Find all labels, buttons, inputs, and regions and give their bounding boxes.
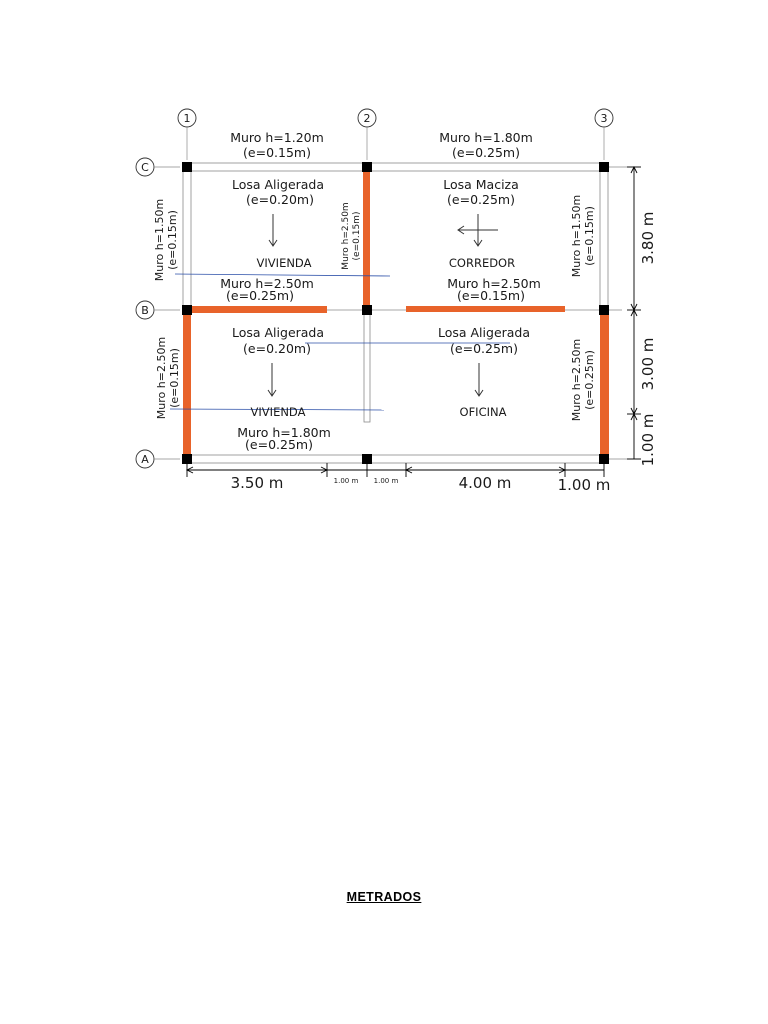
room-bottom-left-name: VIVIENDA	[250, 405, 306, 419]
wall-mid-lower	[364, 310, 370, 422]
room-top-right-thickness: (e=0.25m)	[447, 192, 515, 207]
room-bottom-right-name: OFICINA	[459, 405, 507, 419]
room-top-left-name: VIVIENDA	[256, 256, 312, 270]
column-c1	[182, 162, 192, 172]
dim-v-3-80: 3.80 m	[639, 211, 657, 265]
section-title: METRADOS	[346, 890, 422, 904]
wall-mid-upper	[363, 167, 370, 310]
wall-top-left	[187, 163, 367, 171]
axis-label-3: 3	[600, 112, 608, 125]
svg-text:(e=0.15m): (e=0.15m)	[352, 211, 362, 261]
column-a2	[362, 454, 372, 464]
arrow-down-icon	[475, 363, 483, 396]
middle-left-wall-height: Muro h=2.50m	[220, 276, 314, 291]
svg-text:(e=0.25m): (e=0.25m)	[583, 350, 596, 410]
svg-text:Muro h=2.50m: Muro h=2.50m	[341, 202, 351, 270]
column-c2	[362, 162, 372, 172]
wall-middle-right	[406, 306, 565, 312]
room-bottom-right-thickness: (e=0.25m)	[450, 341, 518, 356]
room-bottom-left-thickness: (e=0.20m)	[243, 341, 311, 356]
svg-text:(e=0.15m): (e=0.15m)	[166, 210, 179, 270]
right-upper-wall-label	[570, 195, 596, 277]
column-b3	[599, 305, 609, 315]
svg-text:Muro h=1.50m: Muro h=1.50m	[570, 194, 583, 278]
dim-v-3-00: 3.00 m	[639, 337, 657, 391]
right-lower-wall-label	[570, 339, 596, 421]
wall-left-lower	[183, 310, 191, 455]
dim-h-4-00: 4.00 m	[458, 474, 512, 492]
left-lower-wall-label	[155, 337, 181, 419]
top-right-wall-height: Muro h=1.80m	[439, 130, 533, 145]
column-b1	[182, 305, 192, 315]
svg-text:(e=0.15m): (e=0.15m)	[583, 206, 596, 266]
wall-bottom	[187, 455, 604, 463]
room-top-left-thickness: (e=0.20m)	[246, 192, 314, 207]
dim-h-1-00-c: 1.00 m	[557, 476, 611, 494]
svg-text:Muro h=1.50m: Muro h=1.50m	[153, 198, 166, 282]
top-left-wall-height: Muro h=1.20m	[230, 130, 324, 145]
axis-label-b: B	[141, 304, 149, 317]
axis-label-c: C	[141, 161, 149, 174]
svg-text:Muro h=2.50m: Muro h=2.50m	[570, 338, 583, 422]
two-way-arrow-icon	[458, 214, 498, 246]
top-right-wall-thickness: (e=0.25m)	[452, 145, 520, 160]
svg-text:Muro h=2.50m: Muro h=2.50m	[155, 336, 168, 420]
arrow-down-icon	[269, 214, 277, 246]
axis-label-a: A	[141, 453, 149, 466]
wall-top-right	[367, 163, 604, 171]
dim-v-1-00: 1.00 m	[639, 413, 657, 467]
top-left-wall-thickness: (e=0.15m)	[243, 145, 311, 160]
wall-middle-left	[187, 306, 327, 313]
svg-text:(e=0.15m): (e=0.15m)	[168, 348, 181, 408]
middle-left-wall-thickness: (e=0.25m)	[226, 288, 294, 303]
room-bottom-left-slab: Losa Aligerada	[231, 325, 325, 340]
dim-h-1-00-b: 1.00 m	[373, 477, 399, 485]
column-b2	[362, 305, 372, 315]
arrow-down-icon	[268, 363, 276, 396]
left-upper-wall-label	[153, 199, 179, 281]
accent-walls	[183, 167, 609, 455]
axis-label-2: 2	[363, 112, 371, 125]
dim-h-1-00-a: 1.00 m	[333, 477, 359, 485]
mid-upper-wall-label	[341, 202, 362, 269]
axis-label-1: 1	[183, 112, 191, 125]
middle-right-wall-thickness: (e=0.15m)	[457, 288, 525, 303]
room-top-left-slab: Losa Aligerada	[231, 177, 325, 192]
wall-right-lower	[600, 310, 609, 455]
room-top-right-name: CORREDOR	[448, 256, 516, 270]
bottom-wall-thickness: (e=0.25m)	[245, 437, 313, 452]
wall-left-upper	[183, 167, 191, 310]
wall-right-upper	[600, 167, 608, 310]
room-top-right-slab: Losa Maciza	[443, 177, 519, 192]
bottom-wall-height: Muro h=1.80m	[237, 425, 331, 440]
column-c3	[599, 162, 609, 172]
column-a3	[599, 454, 609, 464]
middle-right-wall-height: Muro h=2.50m	[447, 276, 541, 291]
room-bottom-right-slab: Losa Aligerada	[437, 325, 531, 340]
column-a1	[182, 454, 192, 464]
dim-h-3-50: 3.50 m	[230, 474, 284, 492]
